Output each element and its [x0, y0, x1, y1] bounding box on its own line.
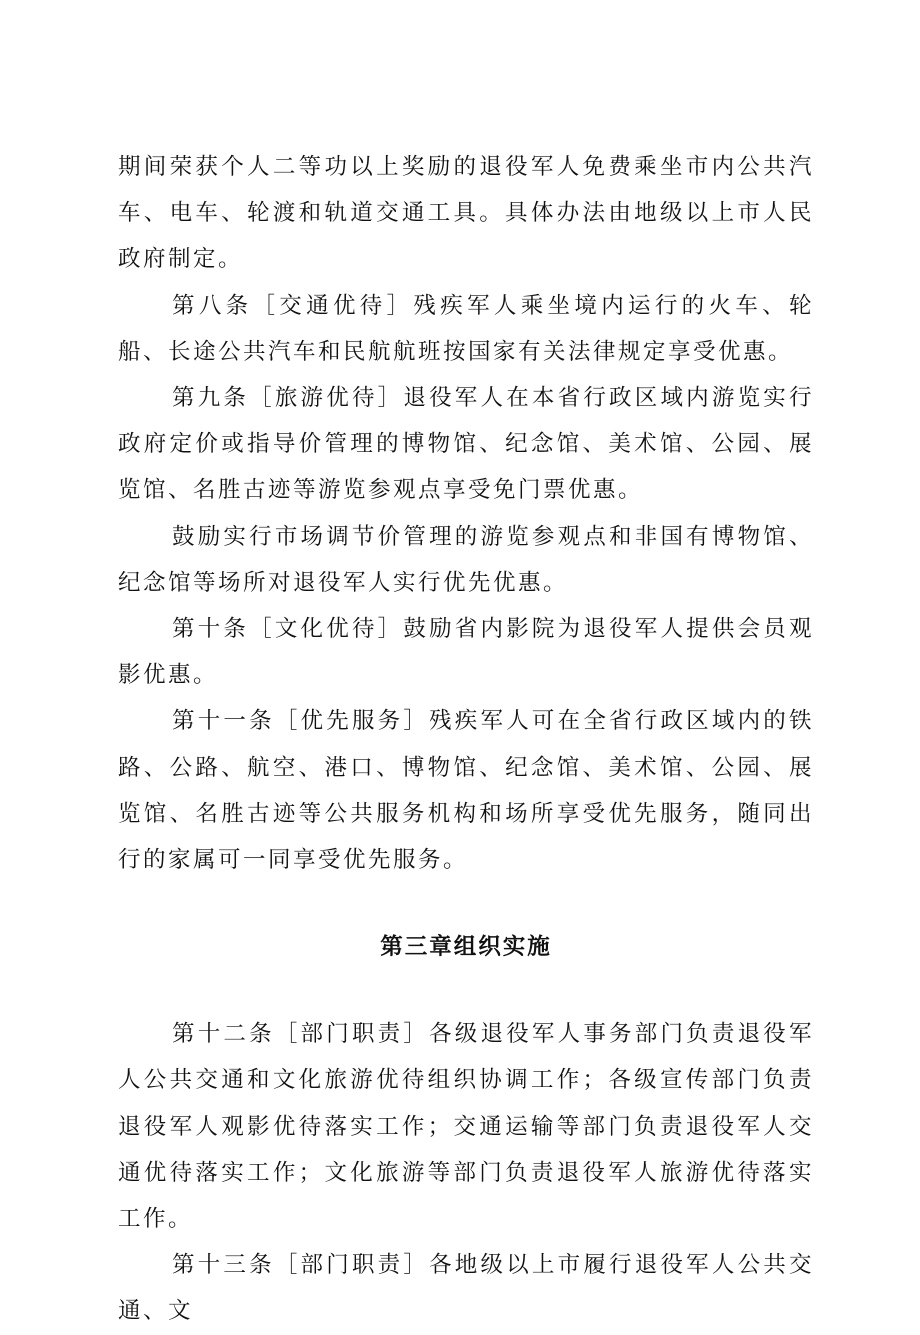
paragraph-article-13: 第十三条［部门职责］各地级以上市履行退役军人公共交通、文 [118, 1252, 814, 1325]
paragraph-article-8: 第八条［交通优待］残疾军人乘坐境内运行的火车、轮船、长途公共汽车和民航航班按国家有关法律规定享受优惠。 [118, 292, 814, 365]
paragraph-continuation: 期间荣获个人二等功以上奖励的退役军人免费乘坐市内公共汽车、电车、轮渡和轨道交通工具。具体办法由地级以上市人民政府制定。 [118, 154, 814, 273]
paragraph-article-9: 第九条［旅游优待］退役军人在本省行政区域内游览实行政府定价或指导价管理的博物馆、纪念馆、美术馆、公园、展览馆、名胜古迹等游览参观点享受免门票优惠。 [118, 385, 814, 504]
paragraph-article-11: 第十一条［优先服务］残疾军人可在全省行政区域内的铁路、公路、航空、港口、博物馆、纪念馆、美术馆、公园、展览馆、名胜古迹等公共服务机构和场所享受优先服务，随同出行的家属可一同享受优先服务。 [118, 708, 814, 874]
chapter-heading: 第三章组织实施 [380, 934, 552, 961]
paragraph-article-9-supplement: 鼓励实行市场调节价管理的游览参观点和非国有博物馆、纪念馆等场所对退役军人实行优先优惠。 [118, 523, 814, 596]
paragraph-article-10: 第十条［文化优待］鼓励省内影院为退役军人提供会员观影优惠。 [118, 616, 814, 689]
paragraph-article-12: 第十二条［部门职责］各级退役军人事务部门负责退役军人公共交通和文化旅游优待组织协调工作；各级宣传部门负责退役军人观影优待落实工作；交通运输等部门负责退役军人交通优待落实工作；文化旅游等部门负责退役军人旅游优待落实工作。 [118, 1021, 814, 1233]
